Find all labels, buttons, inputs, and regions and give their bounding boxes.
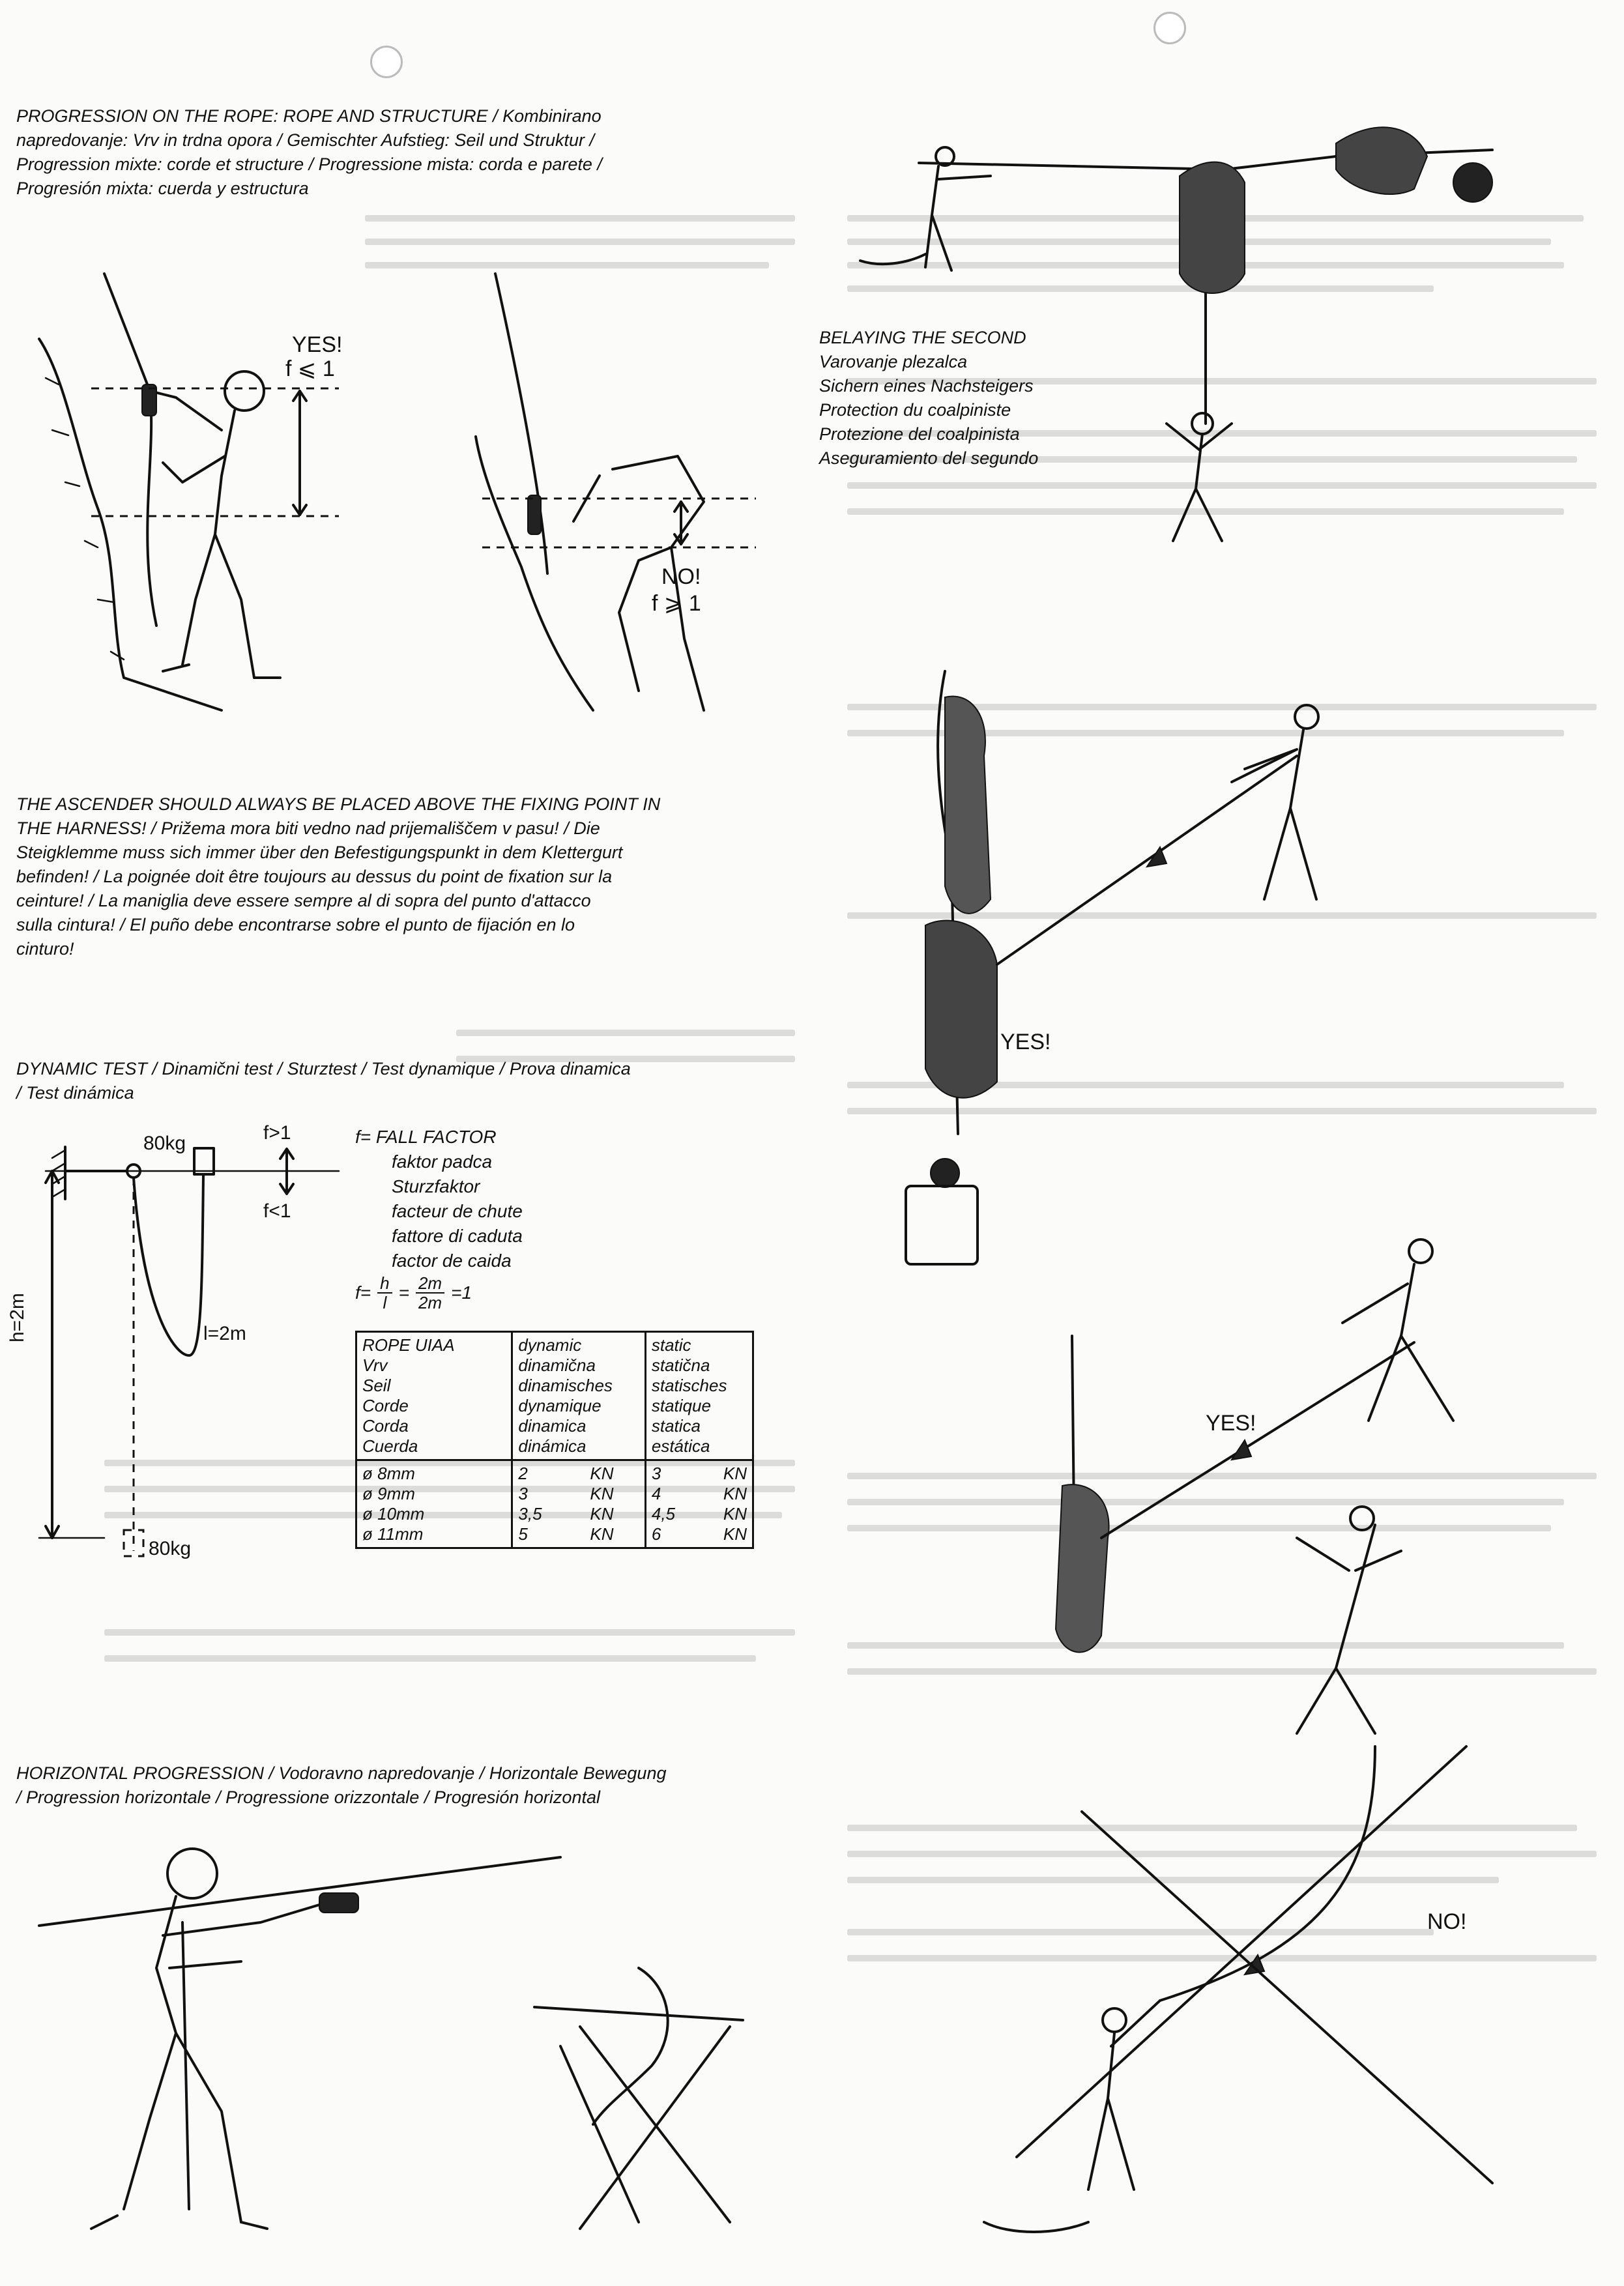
fraction-hl: $\frac{h}{l}$ bbox=[377, 1274, 392, 1312]
horizontal-progression-illustration bbox=[26, 1818, 776, 2268]
hauler-head-2 bbox=[1409, 1239, 1432, 1263]
table-values-row: ø 8mm ø 9mm ø 10mm ø 11mm 2 KN 3 KN 3,5 KN 5 KN 3 KN 4 KN 4,5 KN 6 KN bbox=[356, 1460, 753, 1548]
rope-strength-table bbox=[355, 1331, 754, 1549]
caption-line: cinturo! bbox=[16, 939, 74, 959]
legend-line: facteur de chute bbox=[392, 1201, 523, 1221]
caption-line: Steigklemme muss sich immer über den Befestigungspunkt in dem Klettergurt bbox=[16, 843, 623, 862]
yes-factor: f ⩽ 1 bbox=[285, 356, 335, 381]
no-factor: f ⩾ 1 bbox=[652, 591, 701, 616]
dynamic-test-caption bbox=[16, 1057, 759, 1105]
rock-face bbox=[39, 339, 222, 710]
climber-helmet bbox=[167, 1849, 217, 1898]
caption-line: THE ASCENDER SHOULD ALWAYS BE PLACED ABOVE THE FIXING POINT IN bbox=[16, 794, 661, 814]
caption-line: BELAYING THE SECOND bbox=[819, 328, 1026, 347]
descender-device bbox=[945, 696, 991, 913]
second-head bbox=[1192, 413, 1213, 434]
no-label-bottom: NO! bbox=[1427, 1909, 1467, 1934]
legend-line: Sturzfaktor bbox=[392, 1176, 480, 1196]
caption-line: Varovanje plezalca bbox=[819, 352, 968, 371]
rope-pile-bottom bbox=[984, 2222, 1088, 2232]
caption-line: Progression mixte: corde et structure / Progressione mista: corda e parete / bbox=[16, 154, 602, 174]
ascender-warning-caption bbox=[16, 792, 759, 961]
pulley bbox=[1453, 163, 1492, 202]
mixed-progression-caption bbox=[16, 104, 759, 201]
legend-line: factor de caida bbox=[392, 1251, 512, 1271]
grigri-device bbox=[1336, 127, 1427, 194]
caption-line: Protezione del coalpinista bbox=[819, 424, 1020, 444]
load-ball bbox=[931, 1159, 959, 1187]
formula-rhs: =1 bbox=[451, 1282, 472, 1303]
climber-body bbox=[124, 1896, 326, 2222]
fall-factor-legend bbox=[355, 1125, 523, 1273]
caption-line: sulla cintura! / El puño debe encontrarse sobre el punto de fijación en lo bbox=[16, 915, 575, 934]
h-label: h=2m bbox=[7, 1293, 28, 1342]
caption-line: DYNAMIC TEST / Dinamični test / Sturztest / Test dynamique / Prova dinamica bbox=[16, 1059, 631, 1078]
haul-rope bbox=[997, 756, 1297, 964]
ascender-horizontal bbox=[319, 1893, 358, 1913]
legend-line: f= FALL FACTOR bbox=[355, 1127, 497, 1147]
ascender-low bbox=[528, 495, 541, 534]
caption-line: / Progression horizontale / Progressione orizzontale / Progresión horizontal bbox=[16, 1787, 600, 1807]
rope-detail bbox=[534, 2007, 743, 2020]
traverse-rope bbox=[39, 1857, 560, 1926]
cross-mark bbox=[1017, 1746, 1466, 2157]
f-less-label: f<1 bbox=[263, 1200, 291, 1222]
yes-label-lower: YES! bbox=[1206, 1411, 1256, 1436]
caption-line: napredovanje: Vrv in trdna opora / Gemischter Aufstieg: Seil und Struktur / bbox=[16, 130, 594, 150]
caption-line: Sichern eines Nachsteigers bbox=[819, 376, 1034, 396]
caption-line: / Test dinámica bbox=[16, 1083, 134, 1103]
mixed-progression-illustration bbox=[26, 261, 776, 743]
yes-label: YES! bbox=[292, 332, 343, 357]
horizontal-progression-caption bbox=[16, 1761, 759, 1810]
formula-lhs: f= bbox=[355, 1282, 371, 1303]
climber-head bbox=[225, 371, 264, 411]
legend-line: faktor padca bbox=[392, 1151, 493, 1172]
belaying-illustration bbox=[841, 117, 1610, 2268]
pulley-device bbox=[925, 921, 997, 1098]
load-weight bbox=[906, 1186, 978, 1264]
caption-line: Aseguramiento del segundo bbox=[819, 448, 1039, 468]
climber-body bbox=[150, 391, 280, 678]
no-label: NO! bbox=[661, 564, 701, 589]
device-detail bbox=[593, 1968, 668, 2124]
caption-line: THE HARNESS! / Prižema mora biti vedno nad prijemališčem v pasu! / Die bbox=[16, 818, 600, 838]
caption-line: HORIZONTAL PROGRESSION / Vodoravno napredovanje / Horizontale Bewegung bbox=[16, 1763, 667, 1783]
rope-loop bbox=[134, 1176, 203, 1355]
punch-hole-left bbox=[370, 46, 403, 78]
caption-line: befinden! / La poignée doit être toujours au dessus du point de fixation sur la bbox=[16, 867, 613, 886]
fall-rope bbox=[1160, 1746, 1375, 2001]
legend-line: fattore di caduta bbox=[392, 1226, 523, 1246]
cross-mark bbox=[1082, 1812, 1492, 2183]
hauler-head bbox=[1295, 705, 1318, 729]
f-greater-label: f>1 bbox=[263, 1122, 291, 1144]
caption-line: PROGRESSION ON THE ROPE: ROPE AND STRUCTURE / Kombinirano bbox=[16, 106, 602, 126]
caption-line: Progresión mixta: cuerda y estructura bbox=[16, 179, 309, 198]
fall-factor-formula: f= $\frac{h}{l}$ = $\frac{2m}{2m}$ =1 bbox=[355, 1273, 472, 1312]
rope-pile bbox=[860, 254, 925, 264]
l-label: l=2m bbox=[203, 1323, 246, 1344]
fraction-values: $\frac{2m}{2m}$ bbox=[416, 1274, 444, 1312]
caption-line: Protection du coalpiniste bbox=[819, 400, 1011, 420]
belay-device-top bbox=[1180, 162, 1245, 293]
yes-label-middle: YES! bbox=[1000, 1030, 1051, 1054]
ascender-device-2 bbox=[1056, 1484, 1109, 1652]
belayer-bottom-head bbox=[1103, 2008, 1126, 2032]
dynamic-test-diagram bbox=[26, 1121, 352, 1590]
falling-climber bbox=[1297, 1525, 1401, 1733]
punch-hole-right bbox=[1153, 12, 1186, 44]
caption-line: ceinture! / La maniglia deve essere sempre al di sopra del punto d'attacco bbox=[16, 891, 591, 910]
weight-top-label: 80kg bbox=[143, 1133, 186, 1154]
weight-bottom-label: 80kg bbox=[149, 1538, 192, 1559]
table-header-row: ROPE UIAA Vrv Seil Corde Corda Cuerda dynamic dinamična dinamisches dynamique dinamica dinámica static statična statisches statique statica estática bbox=[356, 1332, 753, 1460]
